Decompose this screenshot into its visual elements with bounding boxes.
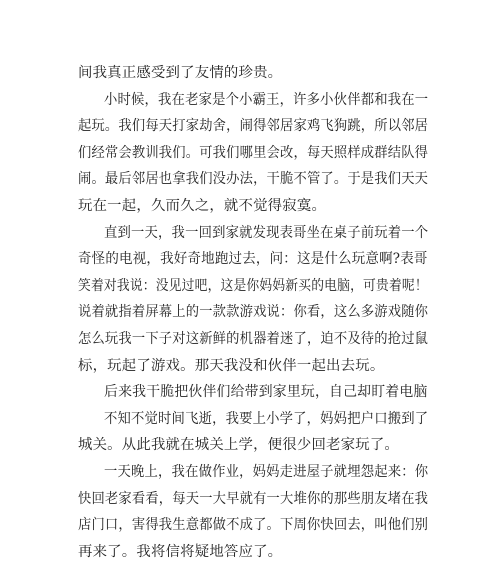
text-line: 标，玩起了游戏。那天我没和伙伴一起出去玩。 — [78, 357, 385, 374]
text-line: 起玩。我们每天打家劫舍，闹得邻居家鸡飞狗跳，所以邻居 — [78, 118, 429, 135]
text-line: 闹。最后邻居也拿我们没办法，干脆不管了。于是我们天天 — [78, 171, 429, 188]
paragraph-start-line: 不知不觉时间飞逝，我要上小学了，妈妈把户口搬到了 — [104, 410, 429, 427]
text-line: 说着就指着屏幕上的一款款游戏说：你看，这么多游戏随你 — [78, 304, 429, 321]
text-line: 怎么玩我一下子对这新鲜的机器着迷了，迫不及待的抢过鼠 — [78, 331, 429, 347]
paragraph-start-line: 直到一天，我一回到家就发现表哥坐在桌子前玩着一个 — [104, 224, 429, 241]
text-line: 间我真正感受到了友情的珍贵。 — [78, 65, 283, 81]
text-line: 店门口，害得我生意都做不成了。下周你快回去，叫他们别 — [78, 517, 429, 534]
paragraph-start-line: 一天晚上，我在做作业，妈妈走进屋子就埋怨起来：你 — [104, 464, 429, 480]
text-line: 快回老家看看，每天一大早就有一大堆你的那些朋友堵在我 — [78, 490, 429, 507]
paragraph-start-line: 后来我干脆把伙伴们给带到家里玩，自己却盯着电脑 — [104, 384, 428, 401]
text-line: 奇怪的电视，我好奇地跑过去，问：这是什么玩意啊?表哥 — [78, 251, 428, 268]
text-line: 玩在一起，久而久之，就不觉得寂寞。 — [78, 198, 327, 214]
text-line: 再来了。我将信将疑地答应了。 — [78, 543, 283, 560]
text-line: 城关。从此我就在城关上学，便很少回老家玩了。 — [78, 437, 399, 454]
paragraph-start-line: 小时候，我在老家是个小霸王，许多小伙伴都和我在一 — [104, 91, 429, 108]
text-line: 笑着对我说：没见过吧，这是你妈妈新买的电脑，可贵着呢！ — [78, 277, 428, 294]
text-line: 们经常会教训我们。可我们哪里会改，每天照样成群结队得 — [78, 144, 429, 161]
